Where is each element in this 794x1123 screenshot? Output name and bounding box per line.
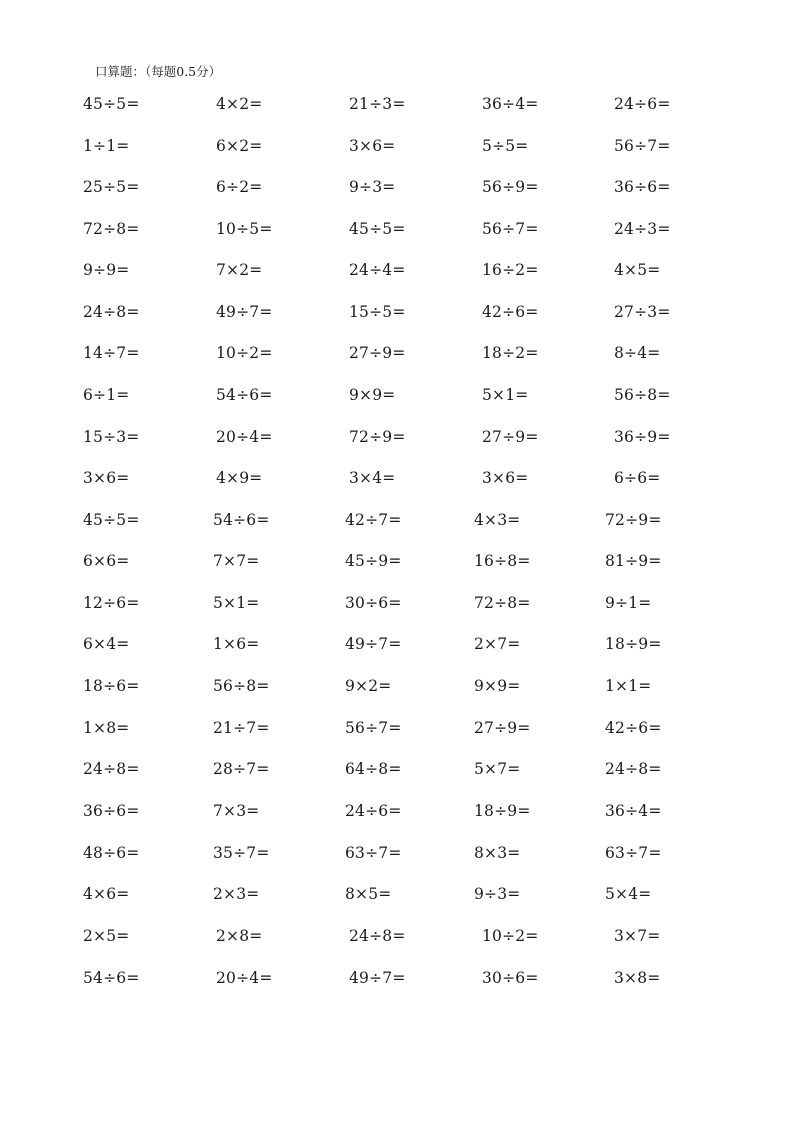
problem-item: 54÷6= — [213, 511, 270, 529]
problem-item: 2×8= — [216, 927, 263, 945]
problem-row — [0, 92, 794, 116]
problem-item: 42÷6= — [482, 303, 539, 321]
problem-row — [0, 341, 794, 365]
problem-row — [0, 716, 794, 740]
problem-item: 8÷4= — [614, 344, 661, 362]
problem-item: 36÷4= — [605, 802, 662, 820]
problem-item: 9×9= — [349, 386, 396, 404]
problem-item: 10÷2= — [482, 927, 539, 945]
problem-item: 18÷9= — [605, 635, 662, 653]
problem-item: 10÷5= — [216, 220, 273, 238]
problem-item: 49÷7= — [216, 303, 273, 321]
problem-item: 24÷6= — [614, 95, 671, 113]
problem-item: 6÷1= — [83, 386, 130, 404]
problem-item: 6×6= — [83, 552, 130, 570]
problem-item: 72÷8= — [474, 594, 531, 612]
problem-row — [0, 258, 794, 282]
problem-item: 42÷7= — [345, 511, 402, 529]
problem-item: 24÷8= — [605, 760, 662, 778]
problem-item: 3×7= — [614, 927, 661, 945]
problem-item: 5×4= — [605, 885, 652, 903]
problem-item: 24÷6= — [345, 802, 402, 820]
problem-item: 45÷5= — [83, 95, 140, 113]
problem-item: 7×3= — [213, 802, 260, 820]
problem-item: 9÷3= — [474, 885, 521, 903]
problem-item: 56÷8= — [213, 677, 270, 695]
problem-item: 36÷9= — [614, 428, 671, 446]
problem-item: 5×1= — [482, 386, 529, 404]
problem-item: 15÷5= — [349, 303, 406, 321]
problem-item: 4×3= — [474, 511, 521, 529]
problem-row — [0, 175, 794, 199]
problem-item: 4×2= — [216, 95, 263, 113]
problem-item: 12÷6= — [83, 594, 140, 612]
problem-item: 28÷7= — [213, 760, 270, 778]
problem-item: 30÷6= — [482, 969, 539, 987]
problem-item: 25÷5= — [83, 178, 140, 196]
problem-item: 63÷7= — [345, 844, 402, 862]
problem-item: 56÷7= — [482, 220, 539, 238]
problem-item: 9×2= — [345, 677, 392, 695]
problem-item: 7×7= — [213, 552, 260, 570]
problem-item: 10÷2= — [216, 344, 273, 362]
problem-item: 30÷6= — [345, 594, 402, 612]
problem-item: 18÷2= — [482, 344, 539, 362]
problem-row — [0, 882, 794, 906]
problem-item: 24÷8= — [83, 303, 140, 321]
problem-item: 27÷9= — [474, 719, 531, 737]
problem-item: 1÷1= — [83, 137, 130, 155]
problem-item: 45÷5= — [349, 220, 406, 238]
problem-item: 56÷8= — [614, 386, 671, 404]
problem-item: 3×6= — [482, 469, 529, 487]
problem-item: 42÷6= — [605, 719, 662, 737]
problem-row — [0, 425, 794, 449]
problem-row — [0, 217, 794, 241]
problem-item: 45÷5= — [83, 511, 140, 529]
problem-row — [0, 300, 794, 324]
problem-item: 16÷8= — [474, 552, 531, 570]
problem-item: 81÷9= — [605, 552, 662, 570]
problem-item: 3×8= — [614, 969, 661, 987]
problem-row — [0, 841, 794, 865]
problem-item: 15÷3= — [83, 428, 140, 446]
problem-item: 21÷3= — [349, 95, 406, 113]
problem-item: 64÷8= — [345, 760, 402, 778]
problem-item: 56÷7= — [345, 719, 402, 737]
problem-item: 3×6= — [349, 137, 396, 155]
problem-item: 20÷4= — [216, 969, 273, 987]
problem-item: 6÷2= — [216, 178, 263, 196]
problem-item: 1×8= — [83, 719, 130, 737]
problem-item: 18÷9= — [474, 802, 531, 820]
problem-item: 72÷8= — [83, 220, 140, 238]
problem-item: 4×5= — [614, 261, 661, 279]
problem-item: 1×6= — [213, 635, 260, 653]
problem-row — [0, 674, 794, 698]
problem-item: 3×4= — [349, 469, 396, 487]
problem-row — [0, 632, 794, 656]
problem-row — [0, 799, 794, 823]
problem-item: 45÷9= — [345, 552, 402, 570]
problem-item: 9÷1= — [605, 594, 652, 612]
problem-item: 24÷4= — [349, 261, 406, 279]
problem-row — [0, 924, 794, 948]
problem-item: 63÷7= — [605, 844, 662, 862]
problem-item: 24÷8= — [349, 927, 406, 945]
problem-item: 20÷4= — [216, 428, 273, 446]
problem-item: 6÷6= — [614, 469, 661, 487]
problem-item: 27÷9= — [349, 344, 406, 362]
problem-item: 5×7= — [474, 760, 521, 778]
problem-item: 14÷7= — [83, 344, 140, 362]
problem-item: 1×1= — [605, 677, 652, 695]
problem-item: 35÷7= — [213, 844, 270, 862]
worksheet-title: 口算题：（每题0.5分） — [95, 64, 222, 79]
problem-item: 9÷9= — [83, 261, 130, 279]
problem-item: 6×2= — [216, 137, 263, 155]
problem-item: 24÷3= — [614, 220, 671, 238]
problem-item: 6×4= — [83, 635, 130, 653]
problem-item: 8×3= — [474, 844, 521, 862]
problem-row — [0, 383, 794, 407]
problem-item: 16÷2= — [482, 261, 539, 279]
problem-row — [0, 508, 794, 532]
problem-item: 3×6= — [83, 469, 130, 487]
problem-item: 36÷4= — [482, 95, 539, 113]
problem-item: 48÷6= — [83, 844, 140, 862]
problem-item: 54÷6= — [216, 386, 273, 404]
problem-item: 56÷9= — [482, 178, 539, 196]
problem-item: 2×5= — [83, 927, 130, 945]
problem-item: 5÷5= — [482, 137, 529, 155]
problem-item: 9÷3= — [349, 178, 396, 196]
problem-item: 49÷7= — [349, 969, 406, 987]
problem-item: 49÷7= — [345, 635, 402, 653]
problem-item: 21÷7= — [213, 719, 270, 737]
problem-item: 56÷7= — [614, 137, 671, 155]
problem-row — [0, 591, 794, 615]
problem-row — [0, 134, 794, 158]
problem-item: 4×6= — [83, 885, 130, 903]
problem-item: 27÷3= — [614, 303, 671, 321]
problem-item: 7×2= — [216, 261, 263, 279]
problem-item: 2×7= — [474, 635, 521, 653]
problem-item: 8×5= — [345, 885, 392, 903]
problem-item: 72÷9= — [605, 511, 662, 529]
problem-item: 4×9= — [216, 469, 263, 487]
problem-item: 5×1= — [213, 594, 260, 612]
problem-item: 72÷9= — [349, 428, 406, 446]
problem-item: 36÷6= — [83, 802, 140, 820]
problem-item: 9×9= — [474, 677, 521, 695]
problem-row — [0, 549, 794, 573]
problem-item: 2×3= — [213, 885, 260, 903]
problem-item: 36÷6= — [614, 178, 671, 196]
problem-item: 24÷8= — [83, 760, 140, 778]
problem-item: 54÷6= — [83, 969, 140, 987]
problem-item: 27÷9= — [482, 428, 539, 446]
problem-row — [0, 966, 794, 990]
problem-row — [0, 466, 794, 490]
problem-row — [0, 757, 794, 781]
problem-item: 18÷6= — [83, 677, 140, 695]
